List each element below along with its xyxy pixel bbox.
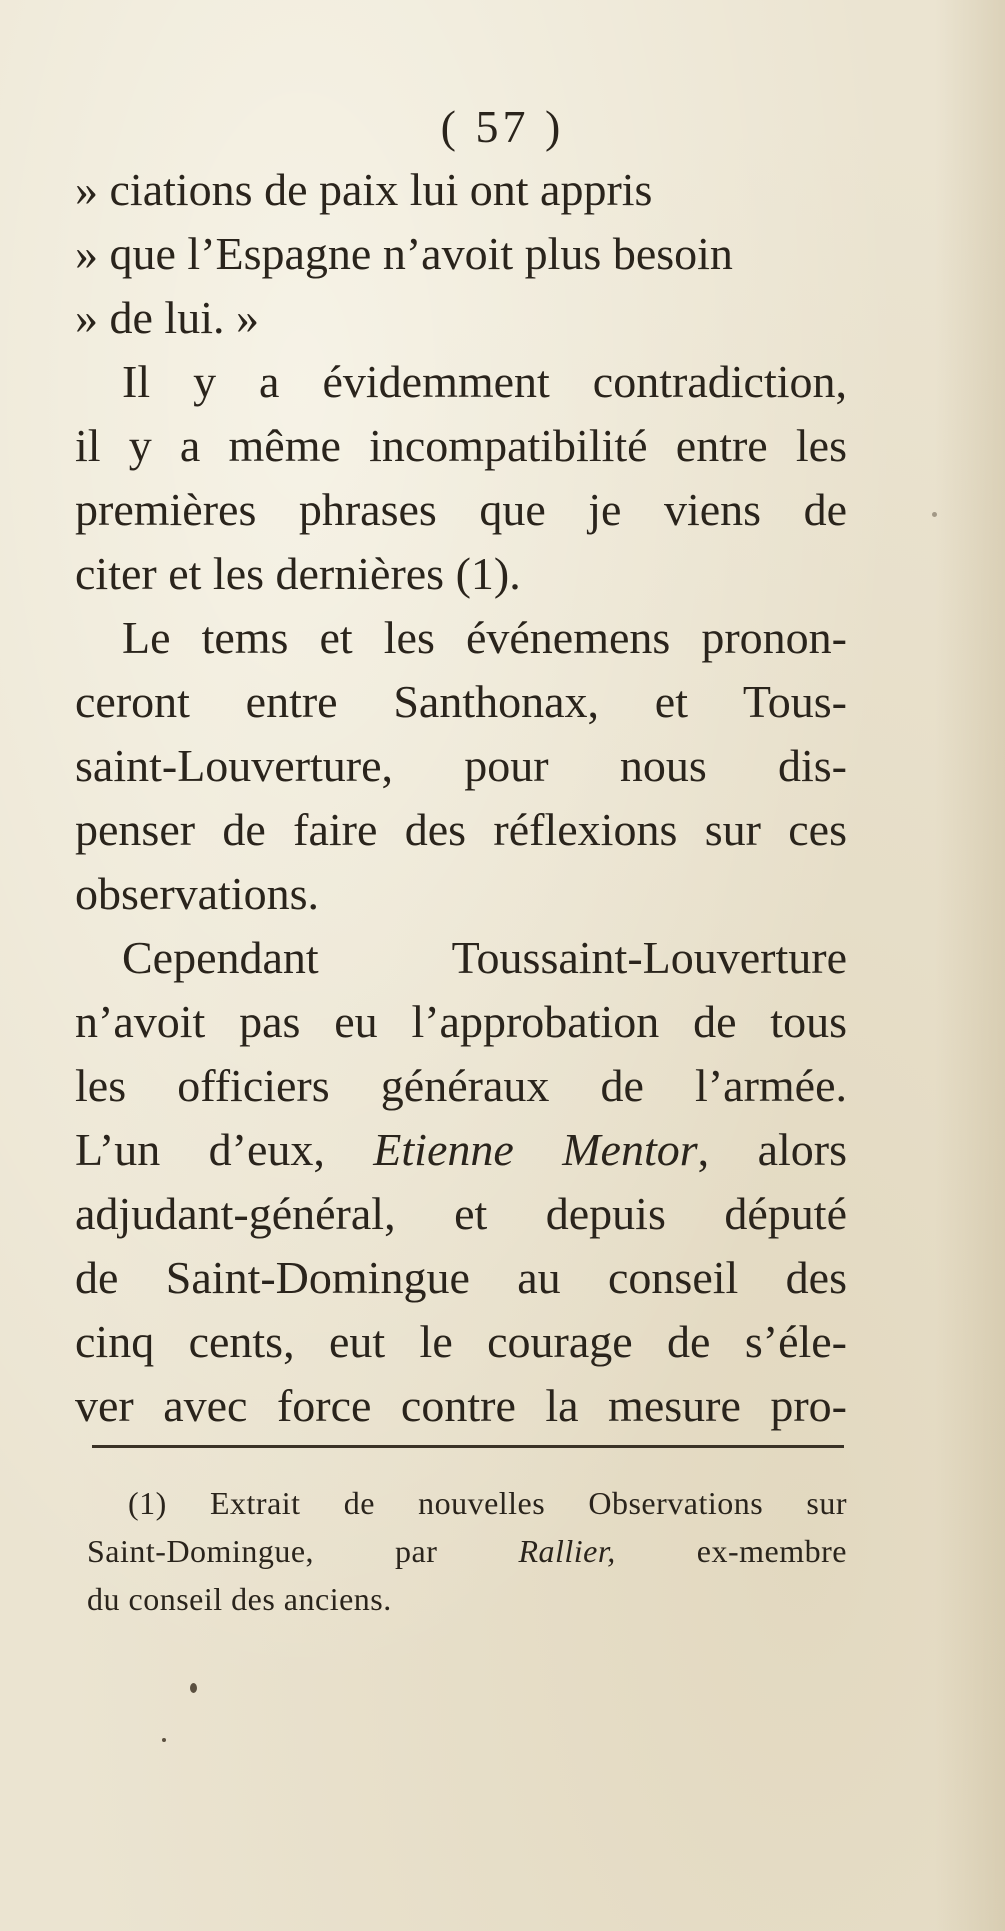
body-line: Cependant Toussaint-Louverture bbox=[122, 932, 847, 983]
body-line: il y a même incompatibilité entre les bbox=[75, 420, 847, 471]
body-line: » ciations de paix lui ont appris bbox=[75, 164, 653, 215]
body-line: les officiers généraux de l’armée. bbox=[75, 1060, 847, 1111]
ink-speck bbox=[932, 512, 937, 517]
body-line: cinq cents, eut le courage de s’éle- bbox=[75, 1316, 847, 1367]
footnote-italic-name: Rallier, bbox=[518, 1533, 616, 1569]
body-line: premières phrases que je viens de bbox=[75, 484, 847, 535]
footnote-text: Saint-Domingue, par bbox=[87, 1533, 519, 1569]
body-line: » de lui. » bbox=[75, 292, 259, 343]
footnote-rule bbox=[92, 1445, 844, 1448]
body-text: , alors bbox=[697, 1124, 847, 1175]
body-line: adjudant-général, et depuis député bbox=[75, 1188, 847, 1239]
body-line: ceront entre Santhonax, et Tous- bbox=[75, 676, 847, 727]
page-number: ( 57 ) bbox=[440, 101, 565, 152]
body-line: n’avoit pas eu l’approbation de tous bbox=[75, 996, 847, 1047]
body-line: penser de faire des réflexions sur ces bbox=[75, 804, 847, 855]
footnote-line: (1) Extrait de nouvelles Observations sur bbox=[128, 1485, 847, 1521]
footnote-text: ex-membre bbox=[615, 1533, 848, 1569]
ink-speck bbox=[162, 1738, 166, 1742]
page-edge-shadow bbox=[935, 0, 1005, 1931]
body-line: saint-Louverture, pour nous dis- bbox=[75, 740, 847, 791]
body-line: Le tems et les événemens pronon- bbox=[122, 612, 847, 663]
italic-name: Etienne Mentor bbox=[373, 1124, 698, 1175]
footnote-line bbox=[87, 1530, 847, 1573]
body-line: de Saint-Domingue au conseil des bbox=[75, 1252, 847, 1303]
body-line-mentor bbox=[75, 1120, 847, 1180]
body-line: citer et les dernières (1). bbox=[75, 548, 521, 599]
body-text: L’un d’eux, bbox=[75, 1124, 374, 1175]
body-line: ver avec force contre la mesure pro- bbox=[75, 1380, 847, 1431]
body-line: observations. bbox=[75, 868, 320, 919]
footnote-line: du conseil des anciens. bbox=[87, 1581, 392, 1617]
ink-speck bbox=[190, 1683, 197, 1693]
body-line: Il y a évidemment contradiction, bbox=[122, 356, 847, 407]
body-line: » que l’Espagne n’avoit plus besoin bbox=[75, 228, 733, 279]
